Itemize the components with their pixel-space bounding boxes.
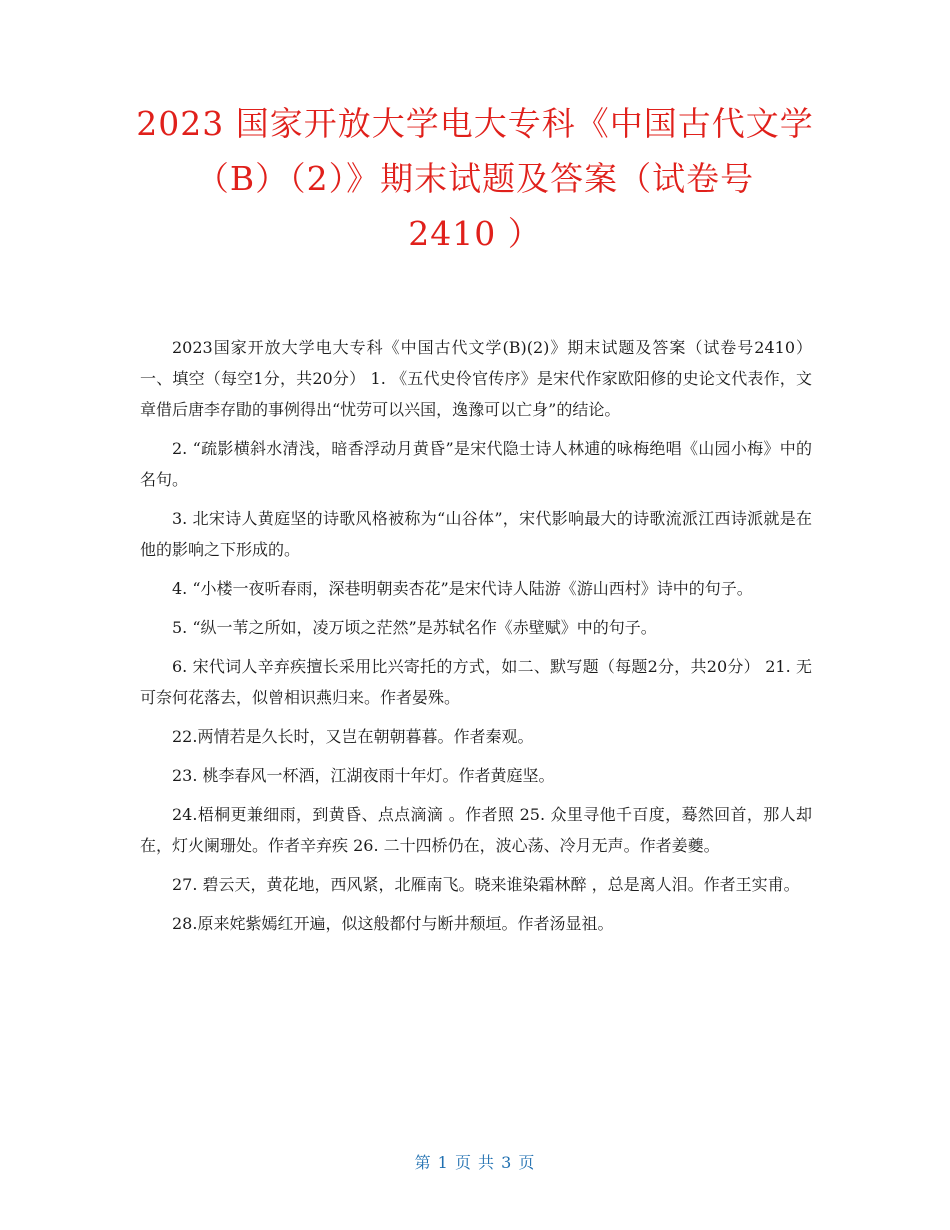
paragraph-item-2: 2. “疏影横斜水清浅，暗香浮动月黄昏”是宋代隐士诗人林逋的咏梅绝唱《山园小梅》中的名句。: [140, 439, 812, 489]
paragraph-item-3: 3. 北宋诗人黄庭坚的诗歌风格被称为“山谷体”，宋代影响最大的诗歌流派江西诗派就是在他的影响之下形成的。: [140, 509, 812, 559]
paragraph-item-23: 23. 桃李春风一杯酒，江湖夜雨十年灯。作者黄庭坚。: [172, 766, 555, 785]
paragraph-item-5: 5. “纵一苇之所如，凌万顷之茫然”是苏轼名作《赤壁赋》中的句子。: [172, 618, 657, 637]
paragraph-item-6: 6. 宋代词人辛弃疾擅长采用比兴寄托的方式，如二、默写题（每题2分，共20分） 21. 无可奈何花落去，似曾相识燕归来。作者晏殊。: [140, 657, 812, 707]
title-line-3: 2410 ）: [408, 214, 542, 253]
title-line-1: 2023 国家开放大学电大专科《中国古代文学: [136, 104, 814, 143]
paragraph-item-24: 24.梧桐更兼细雨，到黄昏、点点滴滴 。作者照 25. 众里寻他千百度，蓦然回首，那人却在，灯火阑珊处。作者辛弃疾 26. 二十四桥仍在，波心荡、冷月无声。作者姜夔。: [140, 805, 812, 855]
document-title: [100, 96, 850, 261]
paragraph-item-22: 22.两情若是久长时，又岂在朝朝暮暮。作者秦观。: [172, 727, 534, 746]
page-footer: 第 1 页 共 3 页: [414, 1153, 536, 1172]
paragraph-item-4: 4. “小楼一夜听春雨，深巷明朝卖杏花”是宋代诗人陆游《游山西村》诗中的句子。: [172, 579, 753, 598]
document-body: [140, 332, 812, 947]
paragraph-item-28: 28.原来姹紫嫣红开遍，似这般都付与断井颓垣。作者汤显祖。: [172, 914, 614, 933]
paragraph-item-27: 27. 碧云天，黄花地，西风紧，北雁南飞。晓来谁染霜林醉 ，总是离人泪。作者王实甫。: [172, 875, 800, 894]
title-line-2: （B）（2）》期末试题及答案（试卷号: [195, 159, 755, 198]
paragraph-intro: 2023国家开放大学电大专科《中国古代文学(B)(2)》期末试题及答案（试卷号2410） 一、填空（每空1分，共20分） 1. 《五代史伶官传序》是宋代作家欧阳修的史论文代表作，文章借后唐李存勖的事例得出“忧劳可以兴国，逸豫可以亡身”的结论。: [140, 338, 812, 419]
